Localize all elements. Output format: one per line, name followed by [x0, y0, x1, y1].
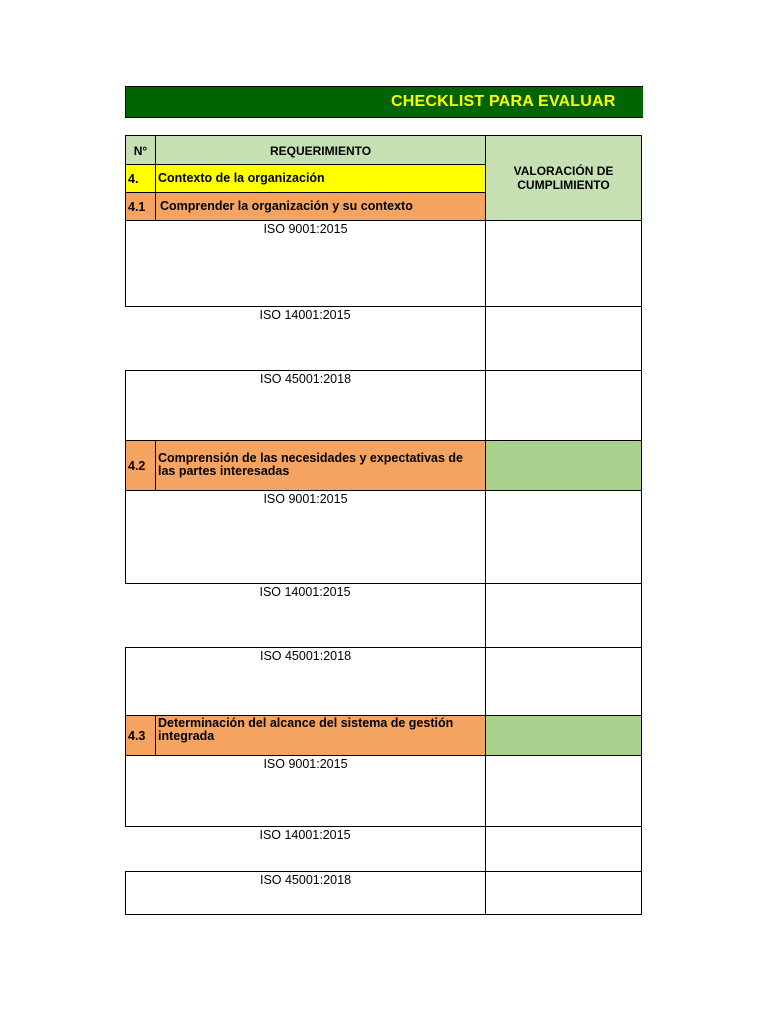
section-valuation-cell[interactable] [485, 715, 642, 756]
section-valuation-cell[interactable] [485, 440, 642, 491]
standard-label: ISO 9001:2015 [263, 222, 348, 236]
section-label-cell [155, 715, 486, 756]
valuation-cell[interactable] [485, 826, 642, 872]
valuation-cell[interactable] [485, 490, 642, 584]
valuation-cell[interactable] [485, 583, 642, 648]
standard-label: ISO 14001:2015 [259, 828, 351, 842]
standard-cell [125, 871, 486, 915]
standard-label: ISO 14001:2015 [259, 308, 351, 322]
header-requirement-cell [155, 135, 486, 165]
title-bar [125, 86, 643, 118]
standard-cell [125, 220, 486, 307]
section-num: 4.2 [128, 459, 146, 473]
section-num-cell [125, 440, 156, 491]
standard-cell [125, 755, 486, 827]
header-num-cell [125, 135, 156, 165]
standard-label: ISO 45001:2018 [259, 649, 352, 663]
standard-cell [125, 583, 486, 648]
standard-cell [125, 826, 486, 872]
standard-label: ISO 45001:2018 [259, 873, 352, 887]
standard-label: ISO 9001:2015 [263, 757, 348, 771]
standard-cell [125, 370, 486, 441]
standard-label: ISO 9001:2015 [263, 492, 348, 506]
section-label-cell [155, 192, 486, 221]
section-label: Determinación del alcance del sistema de gestión integrada [158, 716, 454, 743]
valuation-cell[interactable] [485, 220, 642, 307]
standard-label: ISO 14001:2015 [259, 585, 351, 599]
section-num-cell [125, 715, 156, 756]
valuation-cell[interactable] [485, 755, 642, 827]
chapter-label: Contexto de la organización [158, 171, 325, 185]
document-title: CHECKLIST PARA EVALUAR [391, 93, 616, 110]
standard-cell [125, 490, 486, 584]
valuation-cell[interactable] [485, 871, 642, 915]
header-num: N° [133, 144, 148, 158]
valuation-cell[interactable] [485, 306, 642, 371]
standard-cell [125, 647, 486, 716]
header-valuation: VALORACIÓN DE CUMPLIMIENTO [513, 164, 614, 192]
chapter-label-cell [155, 164, 486, 193]
chapter-num: 4. [128, 172, 139, 186]
valuation-cell[interactable] [485, 370, 642, 441]
section-label: Comprender la organización y su contexto [160, 199, 413, 213]
chapter-num-cell [125, 164, 156, 193]
standard-cell [125, 306, 486, 371]
header-valuation-cell [485, 135, 642, 221]
header-requirement: REQUERIMIENTO [269, 144, 372, 158]
section-label-cell [155, 440, 486, 491]
section-num: 4.1 [128, 200, 146, 214]
standard-label: ISO 45001:2018 [259, 372, 352, 386]
section-num: 4.3 [128, 729, 146, 743]
section-num-cell [125, 192, 156, 221]
valuation-cell[interactable] [485, 647, 642, 716]
section-label: Comprensión de las necesidades y expectativas de las partes interesadas [158, 451, 463, 478]
